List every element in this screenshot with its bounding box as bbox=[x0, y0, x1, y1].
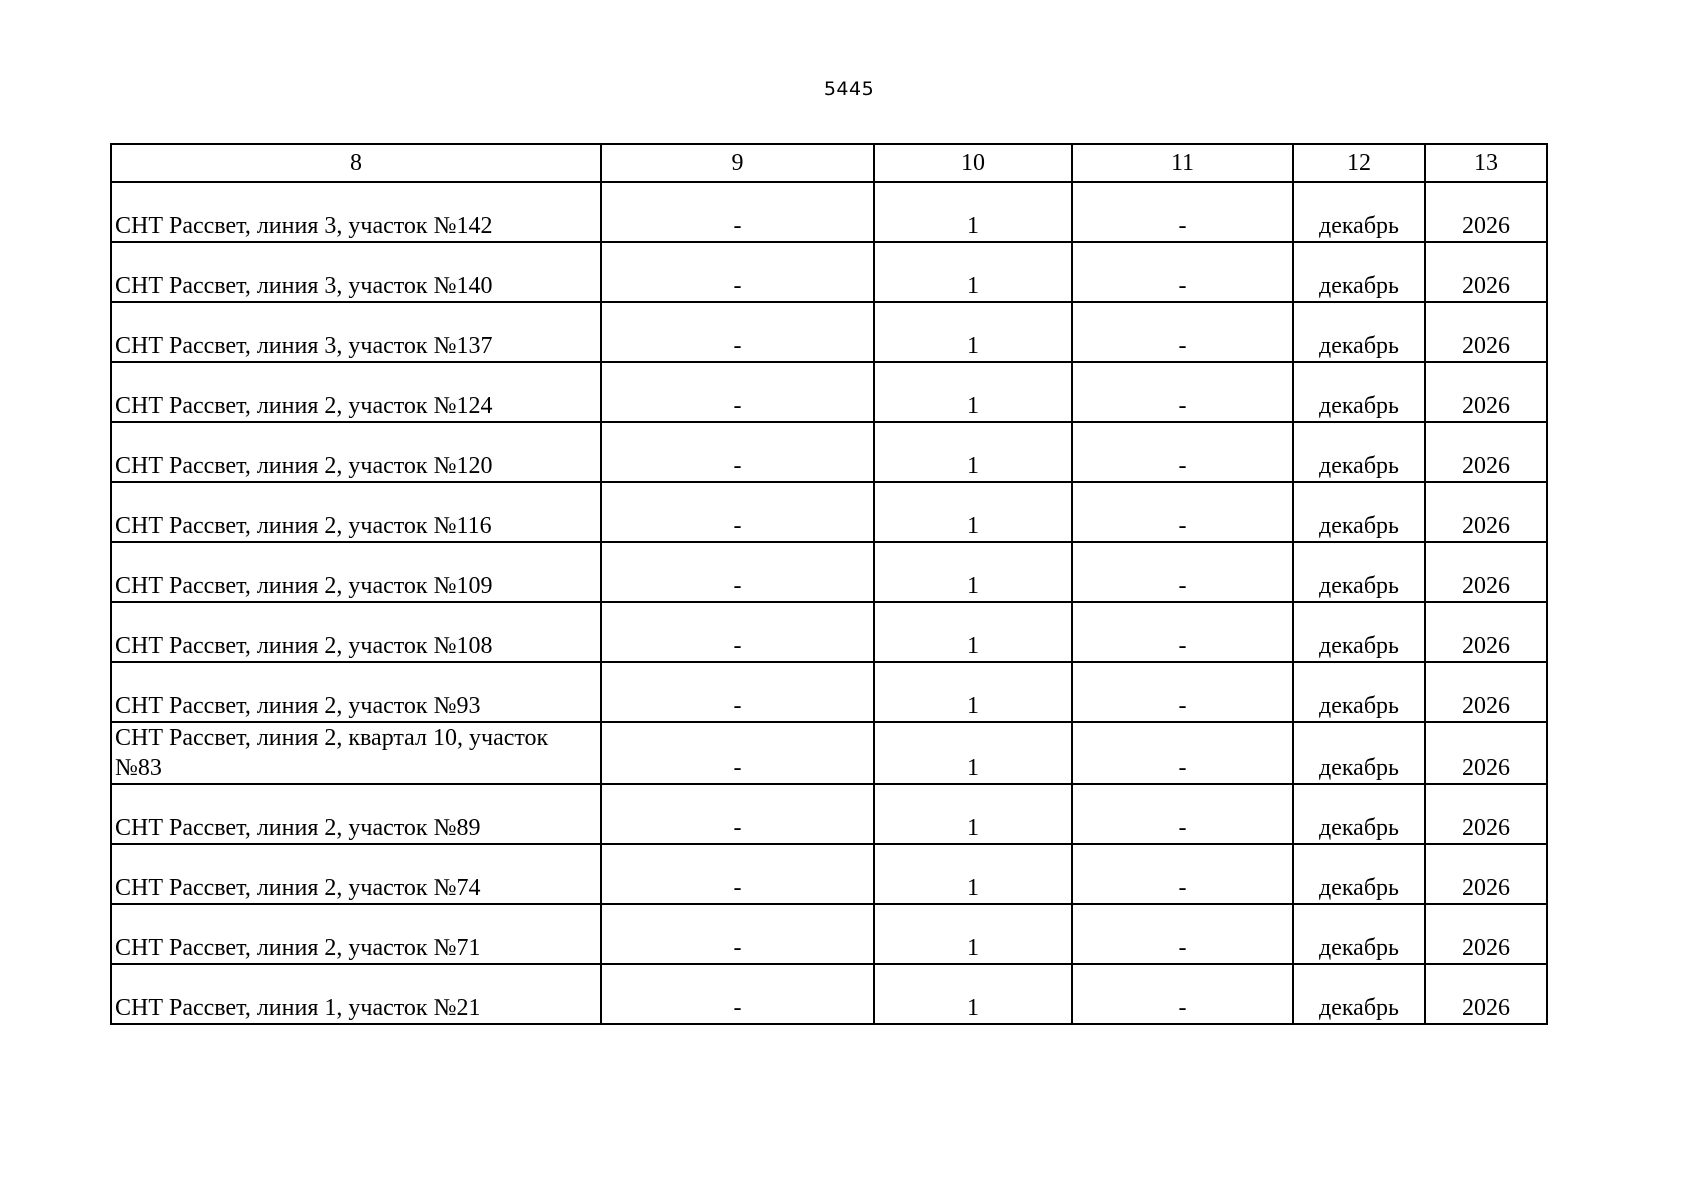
address-cell: СНТ Рассвет, линия 2, участок №124 bbox=[111, 362, 601, 422]
address-cell: СНТ Рассвет, линия 2, участок №71 bbox=[111, 904, 601, 964]
month-cell: декабрь bbox=[1293, 844, 1425, 904]
address-cell: СНТ Рассвет, линия 3, участок №137 bbox=[111, 302, 601, 362]
col10-cell: 1 bbox=[874, 602, 1072, 662]
table-row bbox=[111, 362, 1547, 422]
year-cell: 2026 bbox=[1425, 362, 1547, 422]
address-cell: СНТ Рассвет, линия 2, участок №74 bbox=[111, 844, 601, 904]
address-cell: СНТ Рассвет, линия 2, участок №120 bbox=[111, 422, 601, 482]
month-cell: декабрь bbox=[1293, 482, 1425, 542]
column-header: 11 bbox=[1072, 144, 1293, 182]
table-row bbox=[111, 182, 1547, 242]
address-cell: СНТ Рассвет, линия 2, участок №116 bbox=[111, 482, 601, 542]
column-header: 12 bbox=[1293, 144, 1425, 182]
address-cell: СНТ Рассвет, линия 2, квартал 10, участок №83 bbox=[111, 722, 601, 784]
col10-cell: 1 bbox=[874, 542, 1072, 602]
month-cell: декабрь bbox=[1293, 602, 1425, 662]
year-cell: 2026 bbox=[1425, 422, 1547, 482]
year-cell: 2026 bbox=[1425, 482, 1547, 542]
col11-cell: - bbox=[1072, 362, 1293, 422]
col10-cell: 1 bbox=[874, 662, 1072, 722]
col10-cell: 1 bbox=[874, 242, 1072, 302]
col9-cell: - bbox=[601, 662, 874, 722]
col10-cell: 1 bbox=[874, 302, 1072, 362]
year-cell: 2026 bbox=[1425, 182, 1547, 242]
table-row bbox=[111, 422, 1547, 482]
address-cell: СНТ Рассвет, линия 2, участок №89 bbox=[111, 784, 601, 844]
col11-cell: - bbox=[1072, 844, 1293, 904]
col9-cell: - bbox=[601, 182, 874, 242]
table-header bbox=[111, 144, 1547, 182]
column-header: 8 bbox=[111, 144, 601, 182]
year-cell: 2026 bbox=[1425, 302, 1547, 362]
col11-cell: - bbox=[1072, 422, 1293, 482]
col11-cell: - bbox=[1072, 542, 1293, 602]
col11-cell: - bbox=[1072, 482, 1293, 542]
month-cell: декабрь bbox=[1293, 302, 1425, 362]
col10-cell: 1 bbox=[874, 482, 1072, 542]
col9-cell: - bbox=[601, 542, 874, 602]
address-cell: СНТ Рассвет, линия 2, участок №108 bbox=[111, 602, 601, 662]
month-cell: декабрь bbox=[1293, 784, 1425, 844]
col9-cell: - bbox=[601, 422, 874, 482]
table-row bbox=[111, 482, 1547, 542]
column-header: 9 bbox=[601, 144, 874, 182]
col9-cell: - bbox=[601, 844, 874, 904]
document-table bbox=[110, 143, 1548, 1025]
table-row bbox=[111, 844, 1547, 904]
col9-cell: - bbox=[601, 482, 874, 542]
col11-cell: - bbox=[1072, 182, 1293, 242]
col10-cell: 1 bbox=[874, 904, 1072, 964]
table-row bbox=[111, 302, 1547, 362]
year-cell: 2026 bbox=[1425, 784, 1547, 844]
col10-cell: 1 bbox=[874, 844, 1072, 904]
col11-cell: - bbox=[1072, 904, 1293, 964]
table-body bbox=[111, 182, 1547, 1024]
col10-cell: 1 bbox=[874, 784, 1072, 844]
month-cell: декабрь bbox=[1293, 242, 1425, 302]
page-number: 5445 bbox=[823, 78, 875, 100]
table-row bbox=[111, 662, 1547, 722]
col9-cell: - bbox=[601, 904, 874, 964]
col11-cell: - bbox=[1072, 602, 1293, 662]
month-cell: декабрь bbox=[1293, 722, 1425, 784]
table-row bbox=[111, 602, 1547, 662]
col9-cell: - bbox=[601, 302, 874, 362]
col9-cell: - bbox=[601, 964, 874, 1024]
address-cell: СНТ Рассвет, линия 2, участок №109 bbox=[111, 542, 601, 602]
col11-cell: - bbox=[1072, 242, 1293, 302]
col9-cell: - bbox=[601, 362, 874, 422]
col9-cell: - bbox=[601, 722, 874, 784]
year-cell: 2026 bbox=[1425, 964, 1547, 1024]
year-cell: 2026 bbox=[1425, 844, 1547, 904]
address-cell: СНТ Рассвет, линия 2, участок №93 bbox=[111, 662, 601, 722]
table-row bbox=[111, 964, 1547, 1024]
col11-cell: - bbox=[1072, 964, 1293, 1024]
column-header: 13 bbox=[1425, 144, 1547, 182]
table-row bbox=[111, 784, 1547, 844]
month-cell: декабрь bbox=[1293, 904, 1425, 964]
month-cell: декабрь bbox=[1293, 662, 1425, 722]
col10-cell: 1 bbox=[874, 964, 1072, 1024]
col10-cell: 1 bbox=[874, 362, 1072, 422]
col11-cell: - bbox=[1072, 722, 1293, 784]
address-cell: СНТ Рассвет, линия 3, участок №142 bbox=[111, 182, 601, 242]
address-cell: СНТ Рассвет, линия 3, участок №140 bbox=[111, 242, 601, 302]
table-row bbox=[111, 542, 1547, 602]
year-cell: 2026 bbox=[1425, 904, 1547, 964]
table-row bbox=[111, 904, 1547, 964]
header-row bbox=[111, 144, 1547, 182]
col9-cell: - bbox=[601, 602, 874, 662]
table-row bbox=[111, 242, 1547, 302]
year-cell: 2026 bbox=[1425, 602, 1547, 662]
col10-cell: 1 bbox=[874, 182, 1072, 242]
col11-cell: - bbox=[1072, 784, 1293, 844]
col9-cell: - bbox=[601, 242, 874, 302]
month-cell: декабрь bbox=[1293, 422, 1425, 482]
col9-cell: - bbox=[601, 784, 874, 844]
column-header: 10 bbox=[874, 144, 1072, 182]
document-table-wrapper bbox=[110, 143, 1548, 1025]
col10-cell: 1 bbox=[874, 722, 1072, 784]
year-cell: 2026 bbox=[1425, 542, 1547, 602]
col11-cell: - bbox=[1072, 662, 1293, 722]
year-cell: 2026 bbox=[1425, 722, 1547, 784]
year-cell: 2026 bbox=[1425, 242, 1547, 302]
col11-cell: - bbox=[1072, 302, 1293, 362]
month-cell: декабрь bbox=[1293, 964, 1425, 1024]
col10-cell: 1 bbox=[874, 422, 1072, 482]
month-cell: декабрь bbox=[1293, 542, 1425, 602]
table-row bbox=[111, 722, 1547, 784]
address-cell: СНТ Рассвет, линия 1, участок №21 bbox=[111, 964, 601, 1024]
year-cell: 2026 bbox=[1425, 662, 1547, 722]
month-cell: декабрь bbox=[1293, 362, 1425, 422]
month-cell: декабрь bbox=[1293, 182, 1425, 242]
